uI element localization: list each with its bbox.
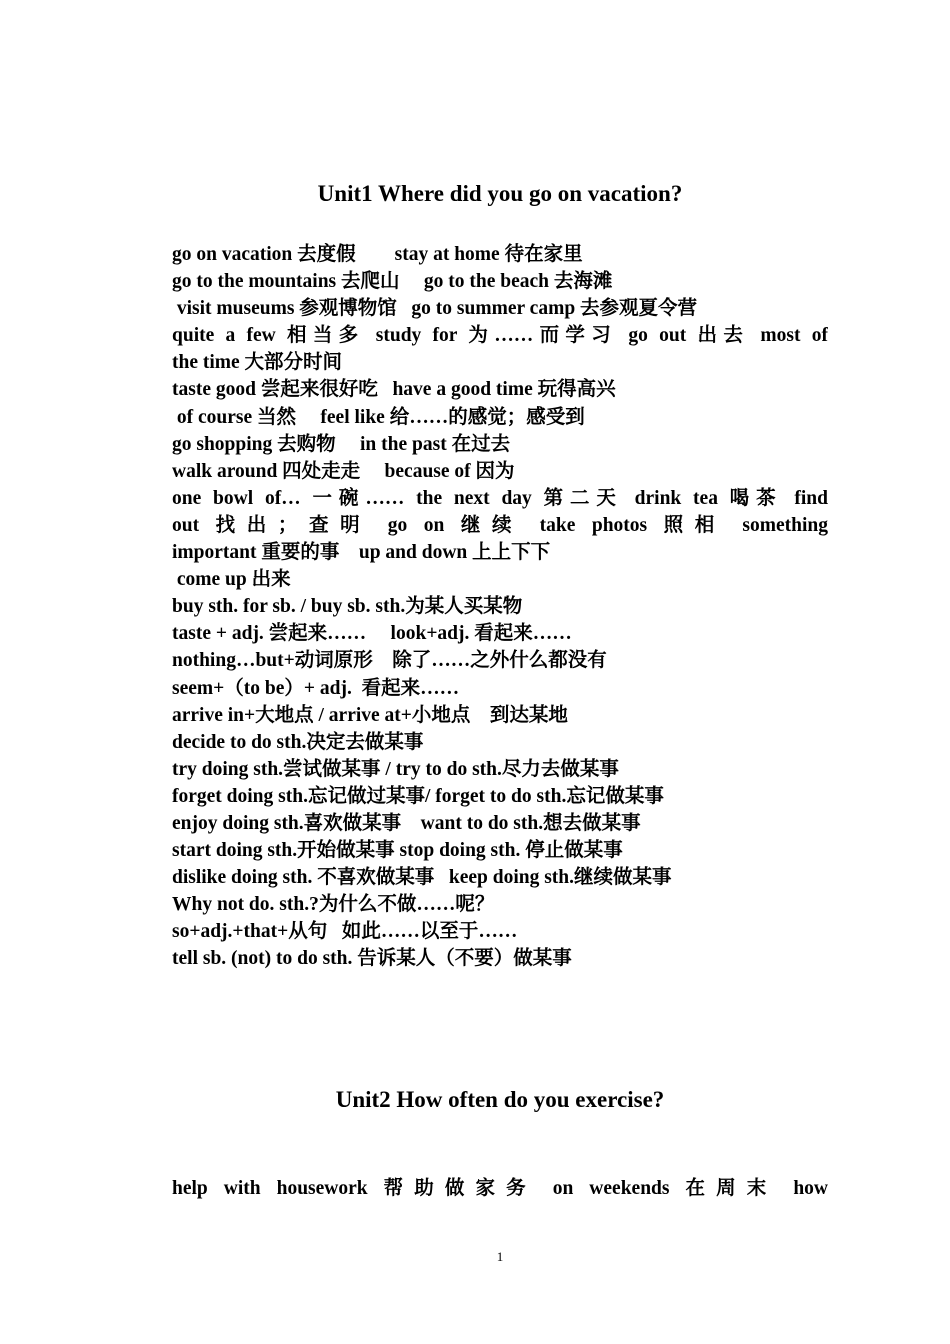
unit2-vocabulary	[172, 1175, 828, 1202]
vocab-line: arrive in+大地点 / arrive at+小地点 到达某地	[172, 704, 568, 726]
unit1-title: Unit1 Where did you go on vacation?	[317, 181, 683, 206]
vocab-line: tell sb. (not) to do sth. 告诉某人（不要）做某事	[172, 948, 572, 970]
vocab-line: buy sth. for sb. / buy sb. sth.为某人买某物	[172, 596, 523, 618]
unit2-title: Unit2 How often do you exercise?	[335, 1087, 665, 1112]
vocab-line: of course 当然 feel like 给……的感觉；感受到	[172, 406, 585, 428]
vocab-line: taste + adj. 尝起来…… look+adj. 看起来……	[172, 623, 572, 645]
vocab-line: nothing…but+动词原形 除了……之外什么都没有	[172, 650, 607, 672]
vocab-line: go to the mountains 去爬山 go to the beach 去海滩	[172, 271, 613, 293]
page-number: 1	[496, 1249, 504, 1264]
vocab-line: so+adj.+that+从句 如此……以至于……	[172, 921, 518, 943]
vocab-line: quite a few 相当多 study for 为……而学习 go out 出去 most of	[172, 325, 828, 347]
vocab-line: one bowl of… 一碗…… the next day 第二天 drink tea 喝茶 find	[172, 487, 828, 509]
vocab-line: walk around 四处走走 because of 因为	[172, 460, 515, 482]
vocab-line: decide to do sth.决定去做某事	[172, 731, 424, 753]
vocab-line: try doing sth.尝试做某事 / try to do sth.尽力去做某事	[172, 758, 619, 780]
unit1-vocabulary	[172, 241, 828, 973]
vocab-line: visit museums 参观博物馆 go to summer camp 去参观夏令营	[172, 298, 698, 320]
vocab-line: forget doing sth.忘记做过某事/ forget to do sth.忘记做某事	[172, 785, 664, 807]
vocab-line: go on vacation 去度假 stay at home 待在家里	[172, 244, 583, 265]
vocab-line: taste good 尝起来很好吃 have a good time 玩得高兴	[172, 379, 616, 401]
vocab-line: seem+（to be）+ adj. 看起来……	[172, 677, 460, 699]
vocab-line: enjoy doing sth.喜欢做某事 want to do sth.想去做某事	[172, 812, 641, 834]
vocab-line: help with housework 帮助做家务 on weekends 在周末 how	[172, 1178, 828, 1199]
vocab-line: start doing sth.开始做某事 stop doing sth. 停止做某事	[172, 840, 623, 862]
vocab-line: come up 出来	[172, 569, 291, 591]
vocab-line: go shopping 去购物 in the past 在过去	[172, 433, 511, 455]
vocab-line: Why not do. sth.?为什么不做……呢？	[172, 894, 495, 916]
vocab-line: important 重要的事 up and down 上上下下	[172, 542, 551, 564]
vocab-line: dislike doing sth. 不喜欢做某事 keep doing sth.继续做某事	[172, 867, 672, 889]
vocab-line: out 找出；查明 go on 继续 take photos 照相 something	[172, 514, 828, 536]
vocab-line: the time 大部分时间	[172, 352, 343, 374]
